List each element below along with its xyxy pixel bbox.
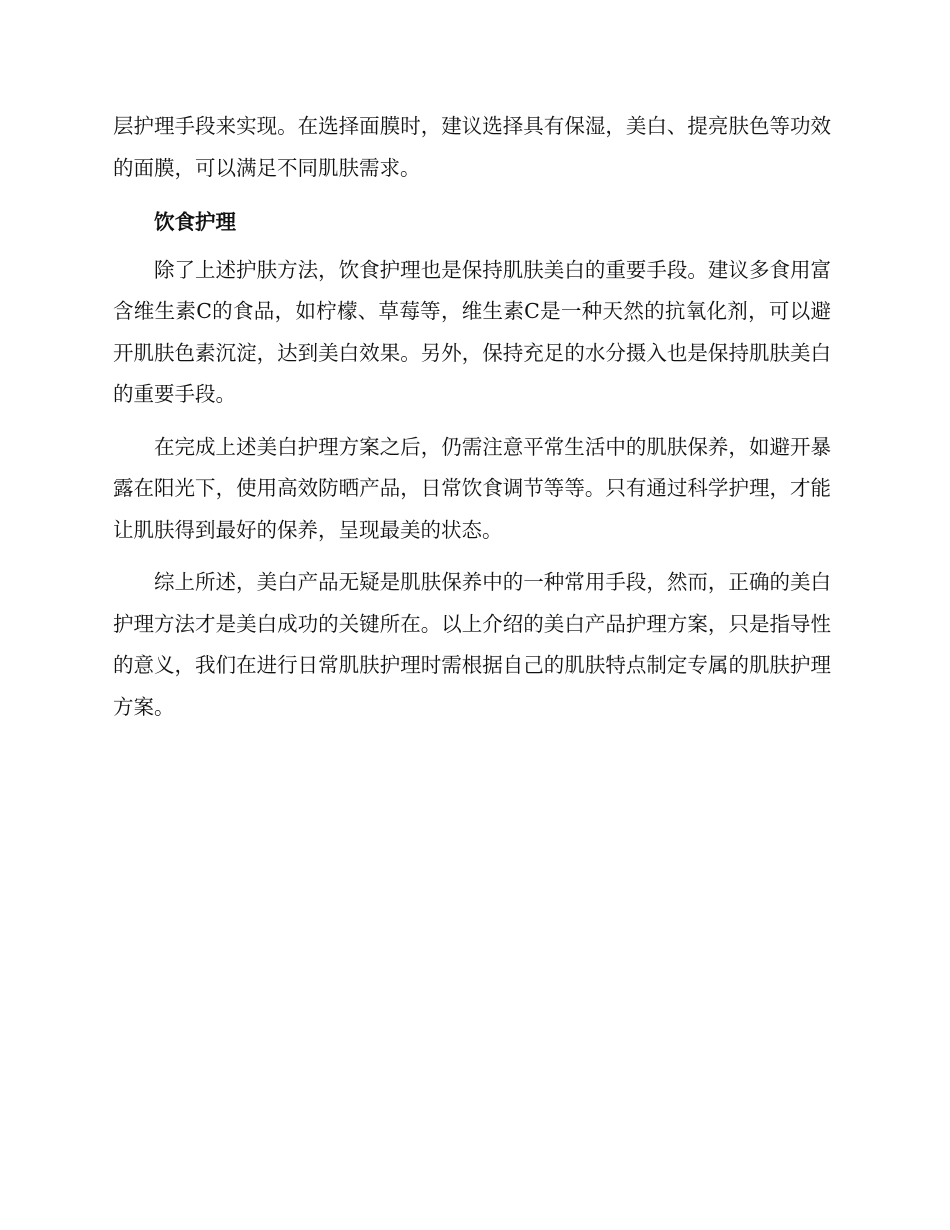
paragraph-diet-care: 除了上述护肤方法，饮食护理也是保持肌肤美白的重要手段。建议多食用富含维生素C的食品，如柠檬、草莓等，维生素C是一种天然的抗氧化剂，可以避开肌肤色素沉淀，达到美白效果。另外，保持充足的水分摄入也是保持肌肤美白的重要手段。 <box>113 257 831 406</box>
document-page <box>113 106 831 728</box>
paragraph-continued: 层护理手段来实现。在选择面膜时，建议选择具有保湿，美白、提亮肤色等功效的面膜，可以满足不同肌肤需求。 <box>113 114 831 180</box>
paragraph-conclusion: 综上所述，美白产品无疑是肌肤保养中的一种常用手段，然而，正确的美白护理方法才是美白成功的关键所在。以上介绍的美白产品护理方案，只是指导性的意义，我们在进行日常肌肤护理时需根据自己的肌肤特点制定专属的肌肤护理方案。 <box>113 570 831 719</box>
paragraph-daily-care: 在完成上述美白护理方案之后，仍需注意平常生活中的肌肤保养，如避开暴露在阳光下，使用高效防晒产品，日常饮食调节等等。只有通过科学护理，才能让肌肤得到最好的保养，呈现最美的状态。 <box>113 434 831 542</box>
section-heading-diet-care: 饮食护理 <box>154 210 236 234</box>
